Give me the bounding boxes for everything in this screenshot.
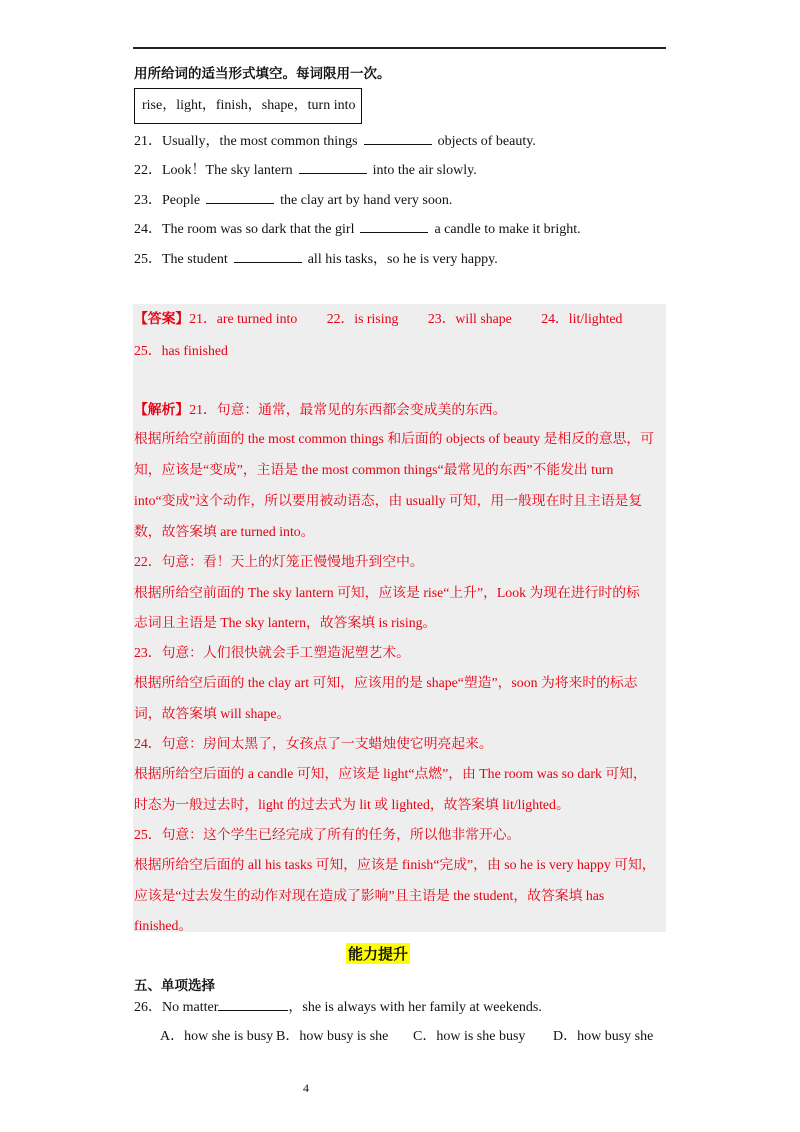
answer-item: 23．will shape — [427, 311, 512, 326]
analysis-line: 应该是“过去发生的动作对现在造成了影响”且主语是 the student，故答案填 has — [134, 888, 605, 903]
option-d: D．how busy she — [553, 1029, 654, 1044]
answer-blank — [234, 250, 302, 263]
analysis-line: into“变成”这个动作，所以要用被动语态，由 usually 可知，用一般现在时且主语是复 — [134, 493, 643, 508]
answer-item: 24．lit/lighted — [541, 311, 623, 326]
answer-blank — [218, 998, 288, 1011]
analysis-line: 根据所给空前面的 The sky lantern 可知，应该是 rise“上升”，Look 为现在进行时的标 — [134, 585, 640, 600]
analysis-line: 根据所给空后面的 all his tasks 可知，应该是 finish“完成”，由 so he is very happy 可知， — [134, 857, 656, 872]
analysis-line: 根据所给空前面的 the most common things 和后面的 objects of beauty 是相反的意思，可 — [134, 431, 655, 446]
instruction: 用所给词的适当形式填空。每词限用一次。 — [134, 66, 391, 82]
answer-line — [134, 307, 622, 327]
top-rule — [133, 47, 666, 49]
answer-item: 25．has finished — [134, 343, 228, 358]
section-heading: 五、单项选择 — [134, 978, 215, 994]
answer-blank — [299, 161, 367, 174]
question-24: 24．The room was so dark that the girl a candle to make it bright. — [134, 222, 581, 237]
question-25: 25．The student all his tasks，so he is very happy. — [134, 252, 498, 267]
word-box: rise，light，finish，shape，turn into — [134, 88, 362, 124]
analysis-line: finished。 — [134, 918, 193, 933]
analysis-line: 【解析】21．句意：通常，最常见的东西都会变成美的东西。 — [134, 402, 507, 417]
analysis-line: 根据所给空后面的 a candle 可知，应该是 light“点燃”，由 The room was so dark 可知， — [134, 766, 647, 781]
section-title: 能力提升 — [348, 945, 409, 963]
question-26: 26．No matter ，she is always with her family at weekends. — [134, 1000, 542, 1015]
analysis-line: 时态为一般过去时，light 的过去式为 lit 或 lighted，故答案填 lit/lighted。 — [134, 797, 570, 812]
analysis-line: 24．句意：房间太黑了，女孩点了一支蜡烛使它明亮起来。 — [134, 736, 493, 751]
analysis-tag: 【解析】 — [134, 402, 190, 417]
analysis-line: 23．句意：人们很快就会手工塑造泥塑艺术。 — [134, 645, 410, 660]
option-b: B．how busy is she — [276, 1029, 389, 1044]
analysis-line: 数，故答案填 are turned into。 — [134, 524, 315, 539]
option-a: A．how she is busy — [160, 1029, 274, 1044]
answer-tag: 【答案】 — [134, 311, 190, 326]
answer-item: 22．is rising — [326, 311, 399, 326]
analysis-line: 志词且主语是 The sky lantern，故答案填 is rising。 — [134, 615, 437, 630]
analysis-line: 词，故答案填 will shape。 — [134, 706, 291, 721]
question-21: 21．Usually，the most common things objects of beauty. — [134, 134, 536, 149]
answer-blank — [206, 191, 274, 204]
question-23: 23．People the clay art by hand very soon. — [134, 193, 453, 208]
question-22: 22．Look！The sky lantern into the air slowly. — [134, 163, 477, 178]
analysis-line: 知，应该是“变成”，主语是 the most common things“最常见的东西”不能发出 turn — [134, 462, 614, 477]
answer-blank — [360, 220, 428, 233]
analysis-line: 25．句意：这个学生已经完成了所有的任务，所以他非常开心。 — [134, 827, 521, 842]
option-c: C．how is she busy — [413, 1029, 526, 1044]
analysis-line: 根据所给空后面的 the clay art 可知，应该用的是 shape“塑造”，soon 为将来时的标志 — [134, 675, 638, 690]
page-number: 4 — [303, 1081, 309, 1095]
answer-blank — [364, 132, 432, 145]
analysis-line: 22．句意：看！天上的灯笼正慢慢地升到空中。 — [134, 554, 424, 569]
answer-item: 21．are turned into — [189, 311, 298, 326]
